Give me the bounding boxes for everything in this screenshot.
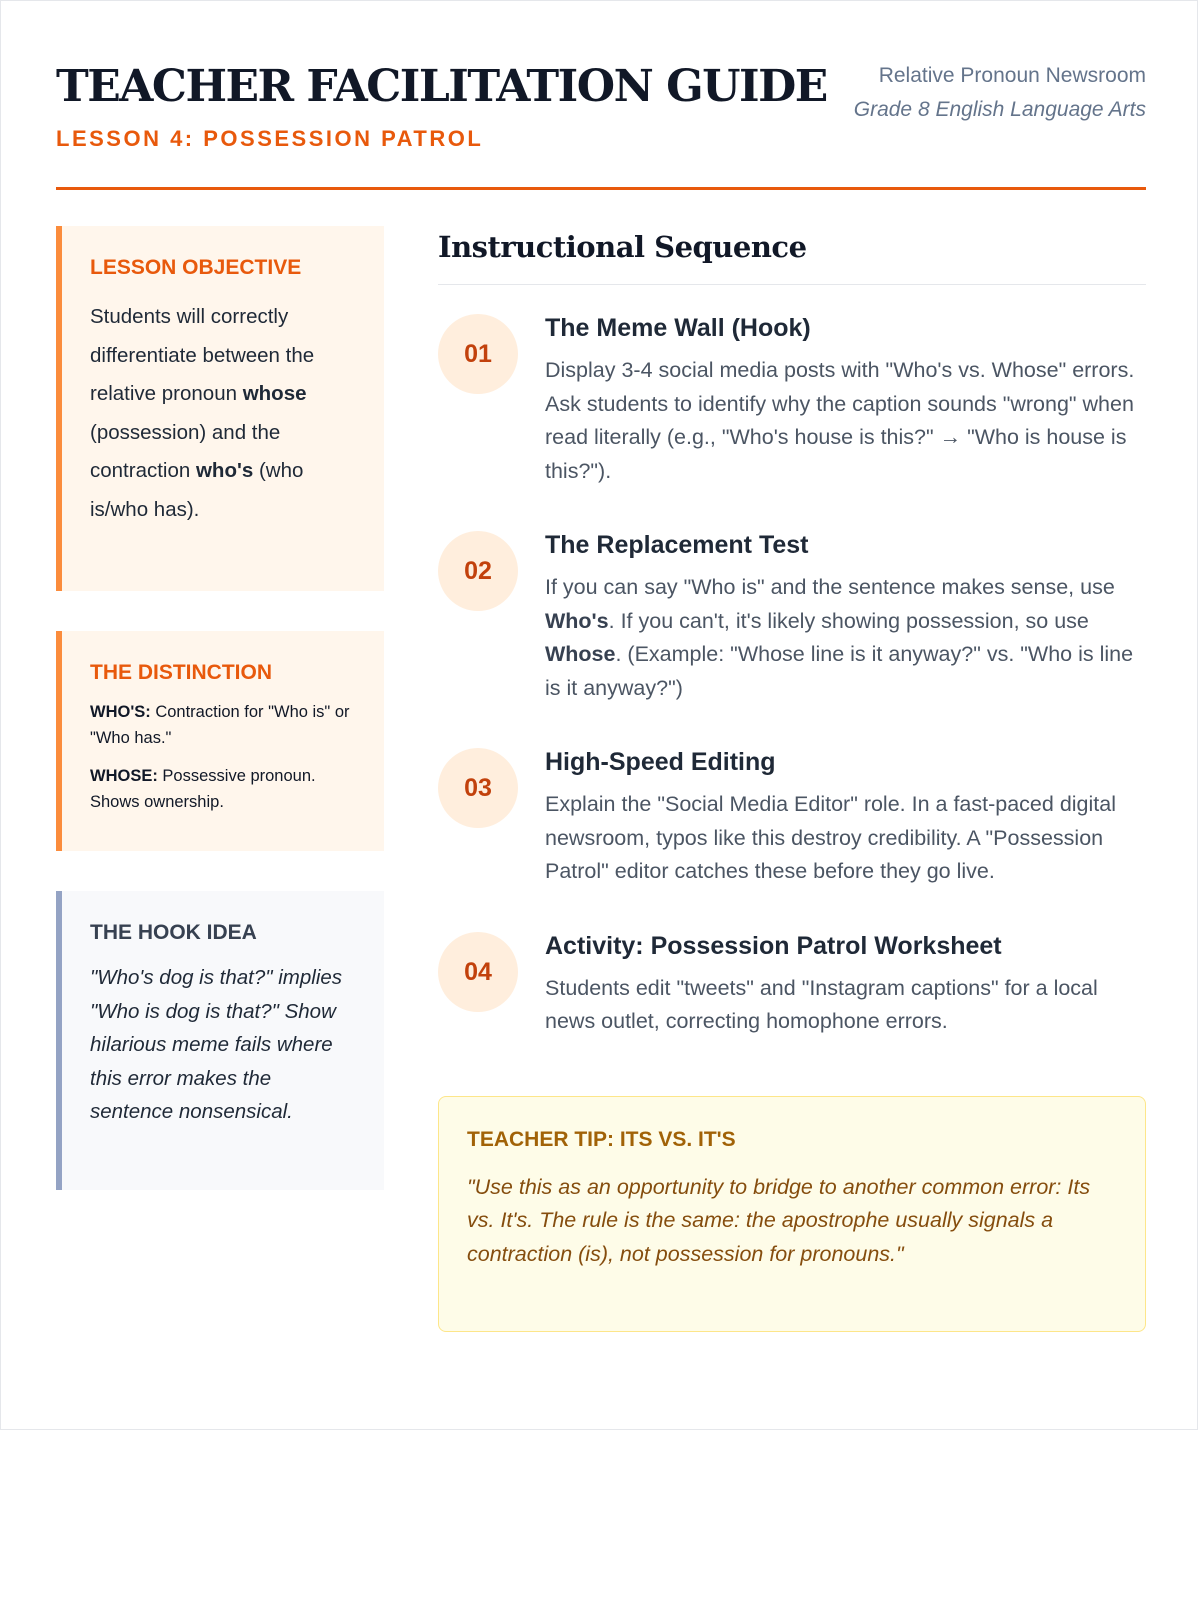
step-3	[438, 746, 1146, 889]
distinction-term: WHOSE:	[90, 767, 158, 785]
page-header	[56, 59, 1146, 190]
lesson-objective-text	[90, 298, 360, 529]
instructional-sequence-title: Instructional Sequence	[438, 226, 1146, 285]
hook-idea-heading: THE HOOK IDEA	[90, 921, 257, 944]
document-meta	[854, 59, 1146, 127]
step-number-badge: 02	[438, 531, 518, 611]
step-text-part: . (Example: "Whose line is it anyway?" vs. "Who is line is it anyway?")	[545, 642, 1134, 700]
step-title: The Meme Wall (Hook)	[545, 314, 811, 342]
teacher-tip-text: "Use this as an opportunity to bridge to another common error: Its vs. It's. The rule is the same: the apostrophe usually signals a contraction (is), not possession for pronouns."	[467, 1174, 1091, 1266]
sidebar	[56, 226, 384, 1190]
objective-text-part: Students will correctly differentiate between the relative pronoun	[90, 305, 315, 405]
step-title: Activity: Possession Patrol Worksheet	[545, 931, 1002, 960]
step-description: Explain the "Social Media Editor" role. In a fast-paced digital newsroom, typos like this destroy credibility. A "Possession Patrol" editor catches these before they go live.	[545, 792, 1116, 883]
step-2	[438, 529, 1146, 705]
hook-idea-card	[56, 891, 384, 1190]
distinction-heading: THE DISTINCTION	[90, 661, 272, 684]
step-title: The Replacement Test	[545, 531, 809, 559]
step-description: Display 3-4 social media posts with "Who's vs. Whose" errors. Ask students to identify why the caption sounds "wrong" when read literally (e.g., "Who's house is this?" → "Who is house is this?").	[545, 358, 1135, 483]
step-description	[545, 571, 1146, 705]
step-term-whose: Whose	[545, 642, 616, 666]
grade-level: Grade 8 English Language Arts	[853, 98, 1146, 121]
distinction-card	[56, 631, 384, 851]
step-title: High-Speed Editing	[545, 748, 776, 776]
step-1	[438, 312, 1146, 488]
main-content	[438, 226, 1146, 1332]
step-number-badge: 03	[438, 748, 518, 828]
step-description: Students edit "tweets" and "Instagram captions" for a local news outlet, correcting homophone errors.	[545, 975, 1098, 1033]
step-number-badge: 01	[438, 314, 518, 394]
distinction-item-whose	[90, 763, 360, 815]
objective-term-whos: who's	[195, 459, 254, 482]
step-number-badge: 04	[438, 932, 518, 1012]
step-4	[438, 930, 1146, 1039]
distinction-definition: Possessive pronoun. Shows ownership.	[90, 767, 316, 811]
objective-term-whose: whose	[242, 382, 307, 405]
distinction-term: WHO'S:	[90, 703, 151, 721]
hook-idea-quote: "Who's dog is that?" implies "Who is dog is that?" Show hilarious meme fails where this error makes the sentence nonsensical.	[90, 966, 343, 1123]
lesson-objective-heading: LESSON OBJECTIVE	[90, 256, 302, 279]
objective-text-part: (who is/who has).	[90, 459, 304, 521]
objective-text-part: (possession) and the contraction	[90, 420, 281, 482]
lesson-subtitle: LESSON 4: POSSESSION PATROL	[56, 126, 484, 151]
step-term-whos: Who's	[545, 608, 609, 633]
step-text-part: . If you can't, it's likely showing possession, so use	[608, 608, 1089, 633]
distinction-definition: Contraction for "Who is" or "Who has."	[90, 703, 350, 747]
lesson-objective-card	[56, 226, 384, 591]
page-title: TEACHER FACILITATION GUIDE	[56, 61, 827, 112]
teacher-tip-heading: TEACHER TIP: ITS VS. IT'S	[467, 1127, 736, 1151]
teacher-tip-box	[438, 1096, 1146, 1332]
step-text-part: If you can say "Who is" and the sentence makes sense, use	[545, 575, 1115, 599]
distinction-item-whos	[90, 699, 360, 751]
unit-name: Relative Pronoun Newsroom	[878, 64, 1146, 87]
